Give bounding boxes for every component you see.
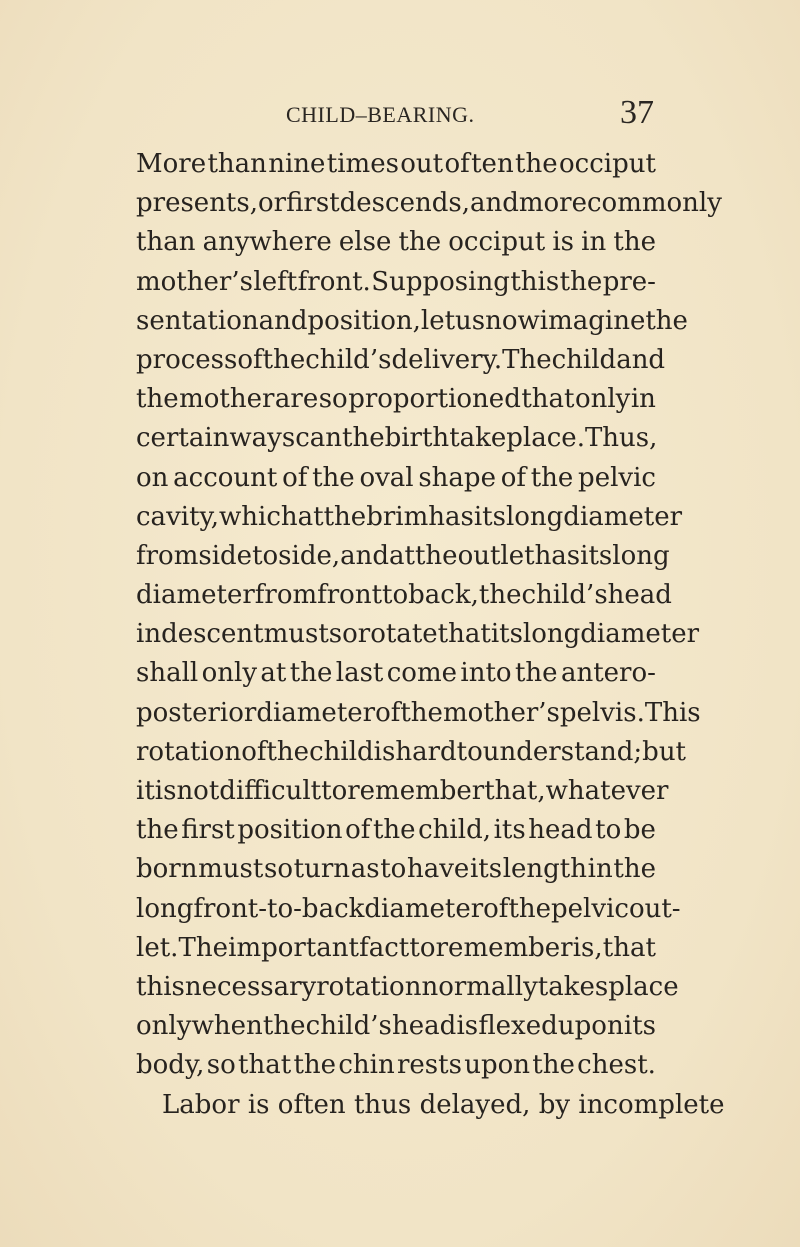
text-line: More than nine times out of ten the occiput bbox=[136, 149, 656, 179]
text-line: the first position of the child, its head to be bbox=[136, 815, 656, 846]
text-line: presents, or first descends, and more commonly bbox=[136, 188, 722, 219]
text-line: the mother are so proportioned that only in bbox=[136, 384, 656, 415]
text-line: cavity, which at the brim has its long diameter bbox=[136, 501, 683, 532]
text-line: posterior diameter of the mother’s pelvis. This bbox=[136, 697, 701, 728]
text-line: long front-to-back diameter of the pelvic out- bbox=[136, 893, 681, 924]
text-line: rotation of the child is hard to understand; but bbox=[136, 736, 687, 767]
page-header bbox=[0, 96, 800, 136]
body-text bbox=[136, 145, 725, 1125]
text-line: shall only at the last come into the antero- bbox=[136, 658, 656, 689]
text-line: from side to side, and at the outlet has its long bbox=[136, 540, 670, 571]
page-number: 37 bbox=[620, 94, 654, 131]
text-line: than anywhere else the occiput is in the bbox=[136, 227, 656, 258]
running-head: CHILD–BEARING. bbox=[286, 102, 475, 127]
text-line: body, so that the chin rests upon the chest. bbox=[136, 1050, 656, 1081]
text-line: on account of the oval shape of the pelvic bbox=[136, 462, 656, 493]
text-line: diameter from front to back, the child’s head bbox=[136, 580, 672, 611]
text-line: sentation and position, let us now imagine the bbox=[136, 305, 688, 336]
text-line: it is not difficult to remember that, whatever bbox=[136, 776, 669, 806]
text-line: Labor is often thus delayed, by incomplete bbox=[162, 1089, 725, 1120]
text-line: born must so turn as to have its length in the bbox=[136, 854, 656, 885]
text-line: process of the child’s delivery. The child and bbox=[136, 344, 666, 375]
text-line: certain ways can the birth take place. Thus, bbox=[136, 423, 658, 454]
text-line: only when the child’s head is flexed upon its bbox=[136, 1011, 656, 1042]
text-line: in descent must so rotate that its long diameter bbox=[136, 619, 700, 650]
text-line: let. The important fact to remember is, that bbox=[136, 932, 656, 963]
text-line: mother’s left front. Supposing this the pre- bbox=[136, 266, 656, 297]
text-line: this necessary rotation normally takes place bbox=[136, 971, 679, 1002]
